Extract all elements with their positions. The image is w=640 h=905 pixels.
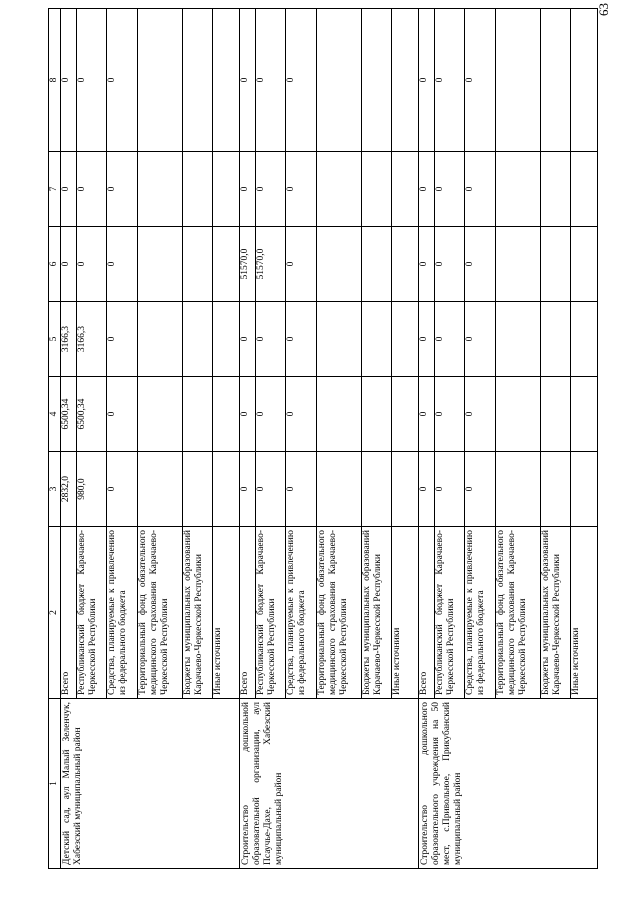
value-cell-c3 [540,452,570,527]
value-cell-c6: 51570,0 [239,227,255,302]
value-cell-c7: 0 [418,152,434,227]
value-cell-c3: 0 [418,452,434,527]
value-cell-c7: 0 [61,152,77,227]
page-number: 63 [596,3,611,16]
value-cell-c3: 0 [255,452,285,527]
funding-source: Республиканский бюджет Карачаево-Черкесской Республики [434,527,464,699]
value-cell-c5: 3166,3 [76,302,106,377]
value-cell-c7: 0 [286,152,316,227]
value-cell-c3 [213,452,240,527]
value-cell-c7: 0 [239,152,255,227]
value-cell-c8 [213,9,240,152]
value-cell-c6: 51570,0 [255,227,285,302]
project-name: Детский сад, аул Малый Зеленчук, Хабезский муниципальный район [61,699,240,869]
funding-source: Территориальный фонд обязательного медицинского страхования Карачаево-Черкесской Республики [137,527,182,699]
value-cell-c6 [571,227,598,302]
value-cell-c7: 0 [465,152,495,227]
funding-source: Республиканский бюджет Карачаево-Черкесской Республики [76,527,106,699]
value-cell-c3 [495,452,540,527]
value-cell-c5 [137,302,182,377]
value-cell-c7 [137,152,182,227]
value-cell-c8: 0 [286,9,316,152]
col-header-1: 1 [49,699,61,869]
value-cell-c6 [495,227,540,302]
value-cell-c5 [392,302,419,377]
value-cell-c3 [392,452,419,527]
funding-source: Бюджеты муниципальных образований Карачаево-Черкесской Республики [182,527,212,699]
col-header-4: 4 [49,377,61,452]
value-cell-c6 [361,227,391,302]
rotated-table-wrapper [48,9,598,869]
value-cell-c7 [182,152,212,227]
value-cell-c5 [316,302,361,377]
column-number-row [49,9,61,869]
value-cell-c5: 3166,3 [61,302,77,377]
value-cell-c5 [361,302,391,377]
value-cell-c4 [213,377,240,452]
funding-source: Средства, планируемые к привлечению из федерального бюджета [107,527,137,699]
value-cell-c7 [571,152,598,227]
value-cell-c3: 980,0 [76,452,106,527]
value-cell-c6: 0 [465,227,495,302]
value-cell-c4: 0 [418,377,434,452]
value-cell-c7 [540,152,570,227]
value-cell-c8 [540,9,570,152]
value-cell-c4: 0 [286,377,316,452]
value-cell-c4: 0 [434,377,464,452]
value-cell-c6: 0 [107,227,137,302]
value-cell-c6: 0 [286,227,316,302]
value-cell-c5: 0 [434,302,464,377]
col-header-6: 6 [49,227,61,302]
value-cell-c8: 0 [434,9,464,152]
value-cell-c8 [182,9,212,152]
table-row [418,9,434,869]
funding-source: Средства, планируемые к привлечению из федерального бюджета [286,527,316,699]
funding-source: Иные источники [571,527,598,699]
value-cell-c8: 0 [76,9,106,152]
value-cell-c4 [137,377,182,452]
value-cell-c3: 0 [286,452,316,527]
value-cell-c7: 0 [434,152,464,227]
table-row [61,9,77,869]
table-row [239,9,255,869]
value-cell-c8: 0 [239,9,255,152]
value-cell-c7 [495,152,540,227]
value-cell-c3: 0 [434,452,464,527]
value-cell-c6: 0 [434,227,464,302]
value-cell-c3 [571,452,598,527]
value-cell-c5 [540,302,570,377]
value-cell-c5: 0 [107,302,137,377]
value-cell-c5 [495,302,540,377]
value-cell-c6 [213,227,240,302]
value-cell-c4 [495,377,540,452]
funding-source: Бюджеты муниципальных образований Карачаево-Черкесской Республики [361,527,391,699]
value-cell-c4 [392,377,419,452]
value-cell-c6 [316,227,361,302]
value-cell-c8: 0 [465,9,495,152]
project-name: Строительство дошкольной образовательной организации, аул Псаучье-Дахе, Хабезский муниципальный район [239,699,418,869]
value-cell-c4 [571,377,598,452]
value-cell-c6 [392,227,419,302]
value-cell-c8 [137,9,182,152]
value-cell-c4: 0 [239,377,255,452]
value-cell-c4 [540,377,570,452]
value-cell-c4: 0 [255,377,285,452]
value-cell-c6 [540,227,570,302]
value-cell-c5: 0 [418,302,434,377]
value-cell-c8: 0 [61,9,77,152]
funding-source: Иные источники [213,527,240,699]
value-cell-c5 [213,302,240,377]
value-cell-c8 [392,9,419,152]
value-cell-c5: 0 [255,302,285,377]
funding-source: Территориальный фонд обязательного медицинского страхования Карачаево-Черкесской Республики [495,527,540,699]
value-cell-c7: 0 [107,152,137,227]
value-cell-c8: 0 [255,9,285,152]
value-cell-c7 [392,152,419,227]
value-cell-c6: 0 [76,227,106,302]
value-cell-c3: 2832,0 [61,452,77,527]
col-header-2: 2 [49,527,61,699]
value-cell-c7: 0 [76,152,106,227]
funding-source: Всего [61,527,77,699]
value-cell-c8: 0 [107,9,137,152]
value-cell-c7 [316,152,361,227]
value-cell-c5: 0 [465,302,495,377]
value-cell-c3 [182,452,212,527]
value-cell-c5: 0 [239,302,255,377]
value-cell-c3 [137,452,182,527]
value-cell-c5 [182,302,212,377]
value-cell-c4: 6500,34 [76,377,106,452]
value-cell-c6: 0 [61,227,77,302]
funding-table-body [61,9,598,869]
value-cell-c6 [182,227,212,302]
value-cell-c3 [316,452,361,527]
value-cell-c3 [361,452,391,527]
value-cell-c6: 0 [418,227,434,302]
value-cell-c7 [361,152,391,227]
funding-source: Средства, планируемые к привлечению из федерального бюджета [465,527,495,699]
value-cell-c5: 0 [286,302,316,377]
funding-source: Иные источники [392,527,419,699]
value-cell-c6 [137,227,182,302]
value-cell-c8 [571,9,598,152]
value-cell-c5 [571,302,598,377]
funding-table [48,8,598,869]
value-cell-c4: 6500,34 [61,377,77,452]
value-cell-c8 [316,9,361,152]
col-header-3: 3 [49,452,61,527]
value-cell-c3: 0 [239,452,255,527]
value-cell-c4: 0 [107,377,137,452]
value-cell-c8 [361,9,391,152]
funding-source: Всего [239,527,255,699]
value-cell-c4 [316,377,361,452]
value-cell-c7 [213,152,240,227]
value-cell-c8: 0 [418,9,434,152]
value-cell-c8 [495,9,540,152]
col-header-8: 8 [49,9,61,152]
value-cell-c4 [361,377,391,452]
value-cell-c7: 0 [255,152,285,227]
value-cell-c3: 0 [465,452,495,527]
col-header-7: 7 [49,152,61,227]
funding-source: Бюджеты муниципальных образований Карачаево-Черкесской Республики [540,527,570,699]
funding-source: Всего [418,527,434,699]
project-name: Строительство дошкольного образовательного учреждения на 50 мест, с.Привольное, Прикубанский муниципальный район [418,699,597,869]
col-header-5: 5 [49,302,61,377]
value-cell-c3: 0 [107,452,137,527]
value-cell-c4: 0 [465,377,495,452]
funding-source: Территориальный фонд обязательного медицинского страхования Карачаево-Черкесской Республики [316,527,361,699]
value-cell-c4 [182,377,212,452]
funding-source: Республиканский бюджет Карачаево-Черкесской Республики [255,527,285,699]
